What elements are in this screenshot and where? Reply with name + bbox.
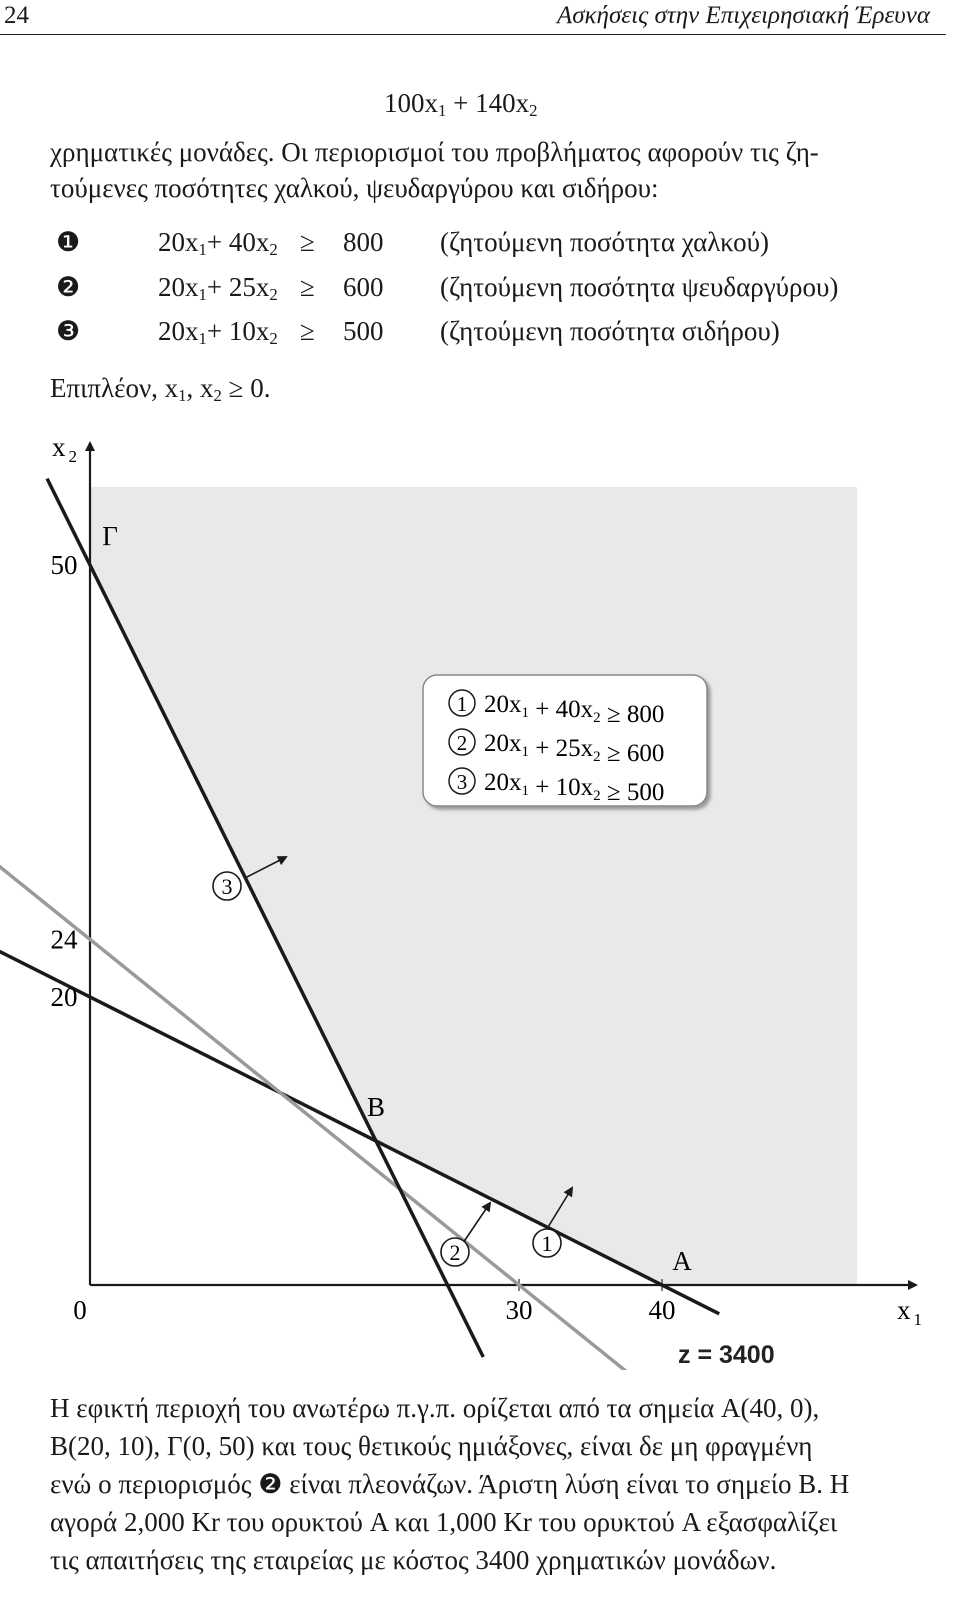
constraint-rhs: 600 <box>343 272 384 302</box>
intro-line-1: χρηματικές μονάδες. Οι περιορισμοί του προβλήματος αφορούν τις ζη- <box>50 137 819 167</box>
x-tick-label: 0 <box>73 1295 87 1325</box>
point-label: B <box>366 1092 386 1122</box>
conclusion-line-2: B(20, 10), Γ(0, 50) και τους θετικούς ημιάξονες, είναι δε μη φραγμένη <box>50 1431 813 1461</box>
page-number: 24 <box>4 2 29 29</box>
constraint-marker-2: ❷ <box>258 1469 283 1499</box>
lp-graph <box>0 430 960 1370</box>
legend-number: 2 <box>456 731 468 755</box>
constraint-description: (ζητούμενη ποσότητα ψευδαργύρου) <box>440 272 839 302</box>
objective-function: $100x_1 + 140x_2$ <box>384 88 538 121</box>
label-number: 2 <box>449 1240 461 1265</box>
nonnegativity: Επιπλέον, $x_1$, $x_2 \ge 0$. <box>50 373 271 406</box>
x-axis-label: x $_1$ <box>897 1295 922 1329</box>
legend-text: $20x_1 + 40x_2 \ge 800$ <box>484 691 665 728</box>
constraint-relation: ≥ <box>300 316 315 346</box>
conclusion-line-5: τις απαιτήσεις της εταιρείας με κόστος 3400 χρηματικών μονάδων. <box>50 1545 777 1575</box>
conclusion-line-3: ενώ ο περιορισμός ❷ είναι πλεονάζων. Άριστη λύση είναι το σημείο B. Η <box>50 1469 850 1499</box>
legend-text: $20x_1 + 10x_2 \ge 500$ <box>484 769 665 806</box>
y-tick-label: 24 <box>50 924 78 955</box>
header-rule <box>0 34 946 35</box>
constraint-lhs: $20x_1+ 40x_2$ <box>158 227 278 260</box>
constraint-description: (ζητούμενη ποσότητα χαλκού) <box>440 227 770 257</box>
y-tick-label: 50 <box>50 550 78 580</box>
constraint-marker: ❶ <box>56 227 81 257</box>
constraint-description: (ζητούμενη ποσότητα σιδήρου) <box>440 316 780 346</box>
legend-number: 1 <box>456 692 468 716</box>
point-label: A <box>672 1246 692 1276</box>
conclusion-line-1: Η εφικτή περιοχή του ανωτέρω π.γ.π. ορίζεται από τα σημεία A(40, 0), <box>50 1393 820 1423</box>
constraint-lhs: $20x_1+ 10x_2$ <box>158 316 278 349</box>
direction-arrow-2 <box>463 1203 490 1243</box>
y-tick-label: 20 <box>50 982 78 1012</box>
legend-text: $20x_1 + 25x_2 \ge 600$ <box>484 730 665 767</box>
legend-number: 3 <box>456 770 468 794</box>
label-number: 3 <box>221 874 233 899</box>
x-tick-label: 40 <box>648 1295 676 1325</box>
label-number: 1 <box>541 1231 553 1256</box>
line-label-1 <box>533 1229 561 1257</box>
x-tick-label: 30 <box>505 1295 533 1325</box>
constraint-marker: ❷ <box>56 272 81 302</box>
point-label: Γ <box>102 521 118 551</box>
constraint-relation: ≥ <box>300 272 315 302</box>
constraint-rhs: 500 <box>343 316 384 346</box>
legend <box>423 675 707 806</box>
constraint-rhs: 800 <box>343 227 384 257</box>
intro-line-2: τούμενες ποσότητες χαλκού, ψευδαργύρου και σιδήρου: <box>50 173 659 203</box>
line-label-3 <box>213 872 241 900</box>
feasible-region <box>90 487 857 1285</box>
constraint-lhs: $20x_1+ 25x_2$ <box>158 272 278 305</box>
running-title: Ασκήσεις στην Επιχειρησιακή Έρευνα <box>556 2 930 29</box>
y-axis-label: x $_2$ <box>52 432 77 466</box>
constraint-marker: ❸ <box>56 316 81 346</box>
objective-value-label: z = 3400 <box>678 1341 775 1369</box>
conclusion-line-4: αγορά 2,000 Kr του ορυκτού A και 1,000 Kr του ορυκτού A εξασφαλίζει <box>50 1507 838 1537</box>
line-label-2 <box>441 1238 469 1266</box>
constraint-relation: ≥ <box>300 227 315 257</box>
